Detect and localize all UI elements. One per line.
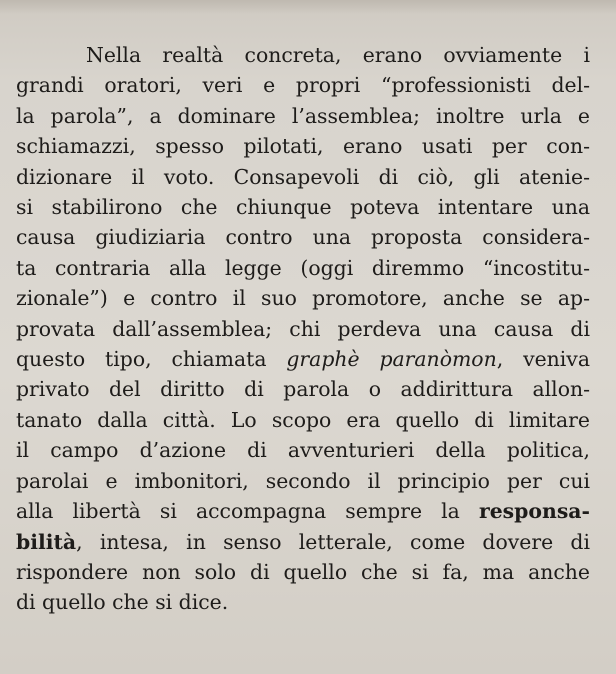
text-line bbox=[16, 344, 590, 374]
text-line: dizionare il voto. Consapevoli di ciò, gli atenie- bbox=[16, 164, 590, 189]
italic-term-graphe-paranomon: graphè paranòmon bbox=[286, 347, 497, 372]
text-line: parolai e imbonitori, secondo il principio per cui bbox=[16, 468, 590, 493]
body-paragraph bbox=[16, 40, 590, 618]
text-line: grandi oratori, veri e propri “professionisti del- bbox=[16, 73, 590, 98]
text-line: privato del diritto di parola o addirittura allon- bbox=[16, 377, 590, 402]
text-line: la parola”, a dominare l’assemblea; inoltre urla e bbox=[16, 103, 590, 128]
text-segment: alla libertà si accompagna sempre la bbox=[16, 499, 479, 524]
text-line: schiamazzi, spesso pilotati, erano usati per con- bbox=[16, 134, 590, 159]
bold-term-responsabilita-part1: responsa- bbox=[478, 499, 590, 524]
text-line-last: di quello che si dice. bbox=[16, 590, 229, 615]
text-line bbox=[16, 496, 590, 526]
text-segment: , veniva bbox=[496, 347, 590, 372]
text-line: si stabilirono che chiunque poteva intentare una bbox=[16, 195, 590, 220]
text-line: causa giudiziaria contro una proposta considera- bbox=[16, 225, 590, 250]
text-line: provata dall’assemblea; chi perdeva una causa di bbox=[16, 316, 590, 341]
text-line: Nella realtà concreta, erano ovviamente i bbox=[86, 43, 590, 67]
page-top-edge bbox=[0, 0, 616, 14]
text-line: ta contraria alla legge (oggi diremmo “incostitu- bbox=[16, 255, 590, 280]
text-segment: questo tipo, chiamata bbox=[16, 347, 287, 372]
text-line: il campo d’azione di avventurieri della politica, bbox=[16, 438, 590, 463]
text-segment: , intesa, in senso letterale, come dovere di bbox=[76, 529, 590, 554]
text-line bbox=[16, 527, 590, 557]
text-line: zionale”) e contro il suo promotore, anche se ap- bbox=[16, 286, 590, 311]
text-line: rispondere non solo di quello che si fa, ma anche bbox=[16, 559, 590, 584]
text-line: tanato dalla città. Lo scopo era quello di limitare bbox=[16, 407, 590, 432]
bold-term-responsabilita-part2: bilità bbox=[16, 529, 77, 554]
